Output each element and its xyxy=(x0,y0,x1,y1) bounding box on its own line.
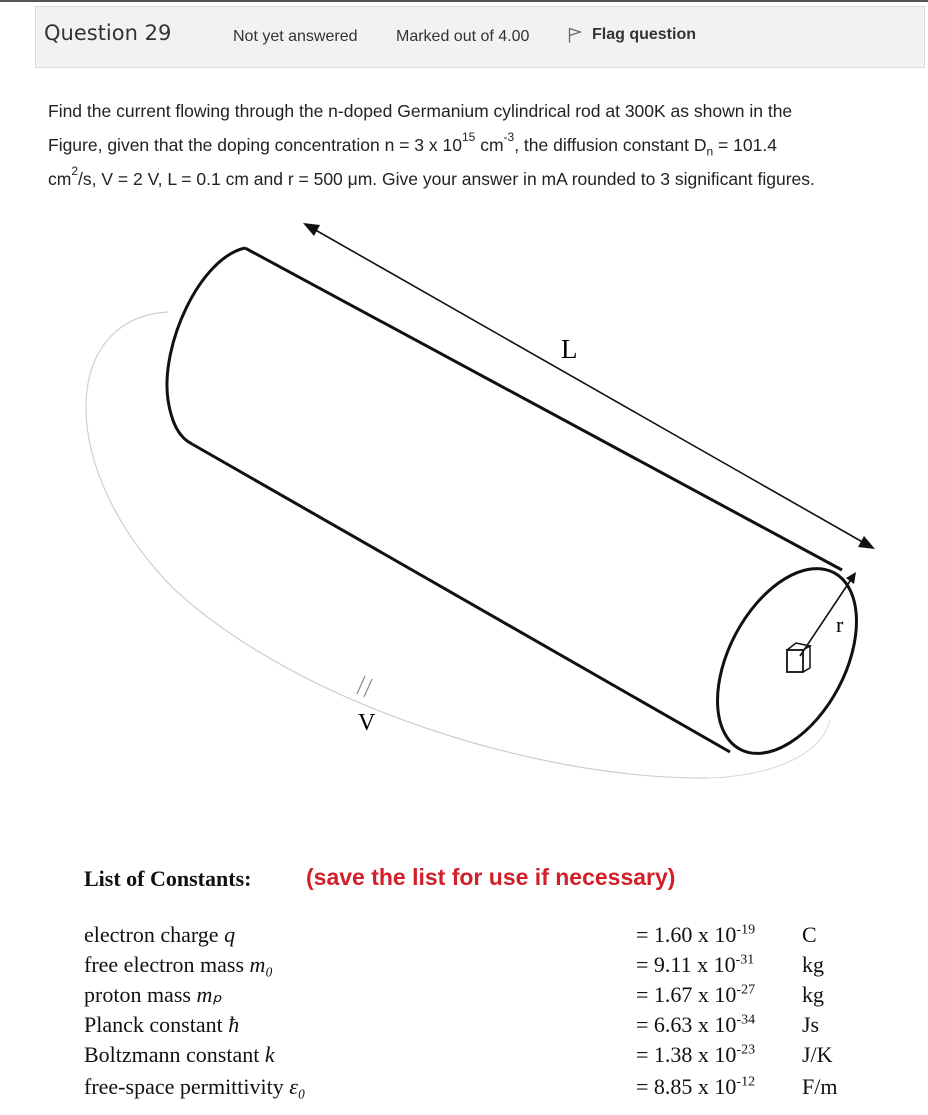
center-square-marker xyxy=(787,643,810,672)
constant-value xyxy=(636,1012,755,1038)
constant-name xyxy=(84,1042,275,1068)
constant-row xyxy=(84,952,864,982)
exponent-2: 2 xyxy=(71,164,79,179)
constant-symbol: ε₀ xyxy=(289,1074,306,1099)
radius-arrow-head xyxy=(846,572,856,584)
constant-mantissa: = 1.38 x 10 xyxy=(636,1042,737,1067)
length-arrow-head-left xyxy=(303,223,320,236)
constant-exponent: -34 xyxy=(736,1012,756,1028)
exponent-15: 15 xyxy=(461,130,476,145)
circuit-wire xyxy=(86,312,708,778)
constant-mantissa: = 1.60 x 10 xyxy=(636,922,737,947)
constant-unit: Js xyxy=(802,1012,820,1037)
subscript-n: n xyxy=(706,144,714,159)
constant-symbol: ħ xyxy=(228,1012,240,1037)
flag-question-button[interactable] xyxy=(568,26,696,44)
length-arrow-head-right xyxy=(858,536,875,549)
constant-name xyxy=(84,982,222,1008)
question-number: Question 29 xyxy=(44,21,172,45)
radius-arrow-line xyxy=(800,578,852,656)
marks-label: Marked out of 4.00 xyxy=(396,28,530,45)
constant-mantissa: = 8.85 x 10 xyxy=(636,1074,737,1099)
question-line-2b: cm xyxy=(475,135,504,155)
constant-unit: F/m xyxy=(802,1074,838,1099)
constant-row xyxy=(84,1074,864,1104)
constant-unit: C xyxy=(802,922,817,947)
constant-mantissa: = 1.67 x 10 xyxy=(636,982,737,1007)
length-arrow-line xyxy=(312,228,866,544)
question-line-2d: = 101.4 xyxy=(713,135,777,155)
constant-name-text: Planck constant xyxy=(84,1012,229,1037)
constant-name xyxy=(84,1012,239,1038)
constant-value xyxy=(636,952,754,978)
question-line-2c: , the diffusion constant D xyxy=(514,135,707,155)
constant-mantissa: = 6.63 x 10 xyxy=(636,1012,737,1037)
constant-mantissa: = 9.11 x 10 xyxy=(636,952,736,977)
constant-name-text: electron charge xyxy=(84,922,225,947)
constant-name-text: free-space permittivity xyxy=(84,1074,290,1099)
question-text xyxy=(48,94,908,196)
constant-row xyxy=(84,1042,864,1072)
flag-question-label: Flag question xyxy=(592,26,696,43)
exponent-minus-3: -3 xyxy=(503,130,515,145)
top-border xyxy=(0,0,928,2)
constants-title: List of Constants: xyxy=(84,866,252,891)
battery-symbol xyxy=(357,676,372,697)
question-line-2 xyxy=(48,128,908,162)
constant-unit: kg xyxy=(802,952,824,977)
constant-unit: J/K xyxy=(802,1042,833,1067)
label-l: L xyxy=(561,334,578,364)
constants-note: (save the list for use if necessary) xyxy=(306,864,676,890)
cylinder-left-end xyxy=(167,248,245,444)
constant-exponent: -12 xyxy=(736,1074,756,1090)
question-line-3b: /s, V = 2 V, L = 0.1 cm and r = 500 μm. Give your answer in mA rounded to 3 significant figures. xyxy=(78,169,815,189)
label-v: V xyxy=(358,710,376,736)
constant-exponent: -27 xyxy=(736,982,756,998)
label-r: r xyxy=(836,612,844,637)
question-info-bar xyxy=(35,6,925,68)
cylinder-bottom-edge xyxy=(192,444,730,752)
cylinder-top-edge xyxy=(245,248,842,570)
constant-row xyxy=(84,982,864,1012)
constant-unit: kg xyxy=(802,982,824,1007)
question-line-2a: Figure, given that the doping concentration n = 3 x 10 xyxy=(48,135,462,155)
question-line-3a: cm xyxy=(48,169,72,189)
constant-name xyxy=(84,952,273,978)
constant-name xyxy=(84,1074,306,1100)
answer-status: Not yet answered xyxy=(233,28,358,45)
constant-symbol: q xyxy=(224,922,236,947)
constant-value xyxy=(636,982,755,1008)
constant-value xyxy=(636,1042,755,1068)
constant-value xyxy=(636,1074,755,1100)
constant-name-text: Boltzmann constant xyxy=(84,1042,265,1067)
constant-name-text: free electron mass xyxy=(84,952,250,977)
cylinder-figure xyxy=(0,215,928,855)
question-line-1-text: Find the current flowing through the n-doped Germanium cylindrical rod at 300K as shown in the xyxy=(48,101,793,121)
question-line-3 xyxy=(48,162,908,196)
constant-exponent: -19 xyxy=(736,922,756,938)
constant-exponent: -31 xyxy=(735,952,755,968)
question-line-1 xyxy=(48,94,908,128)
constant-name-text: proton mass xyxy=(84,982,197,1007)
constant-value xyxy=(636,922,755,948)
constant-row xyxy=(84,1012,864,1042)
constant-symbol: k xyxy=(264,1042,275,1067)
constant-symbol: mₚ xyxy=(196,982,222,1007)
flag-icon xyxy=(568,27,582,43)
constant-symbol: m₀ xyxy=(249,952,274,977)
constant-row xyxy=(84,922,864,952)
constant-exponent: -23 xyxy=(736,1042,756,1058)
constant-name xyxy=(84,922,235,948)
